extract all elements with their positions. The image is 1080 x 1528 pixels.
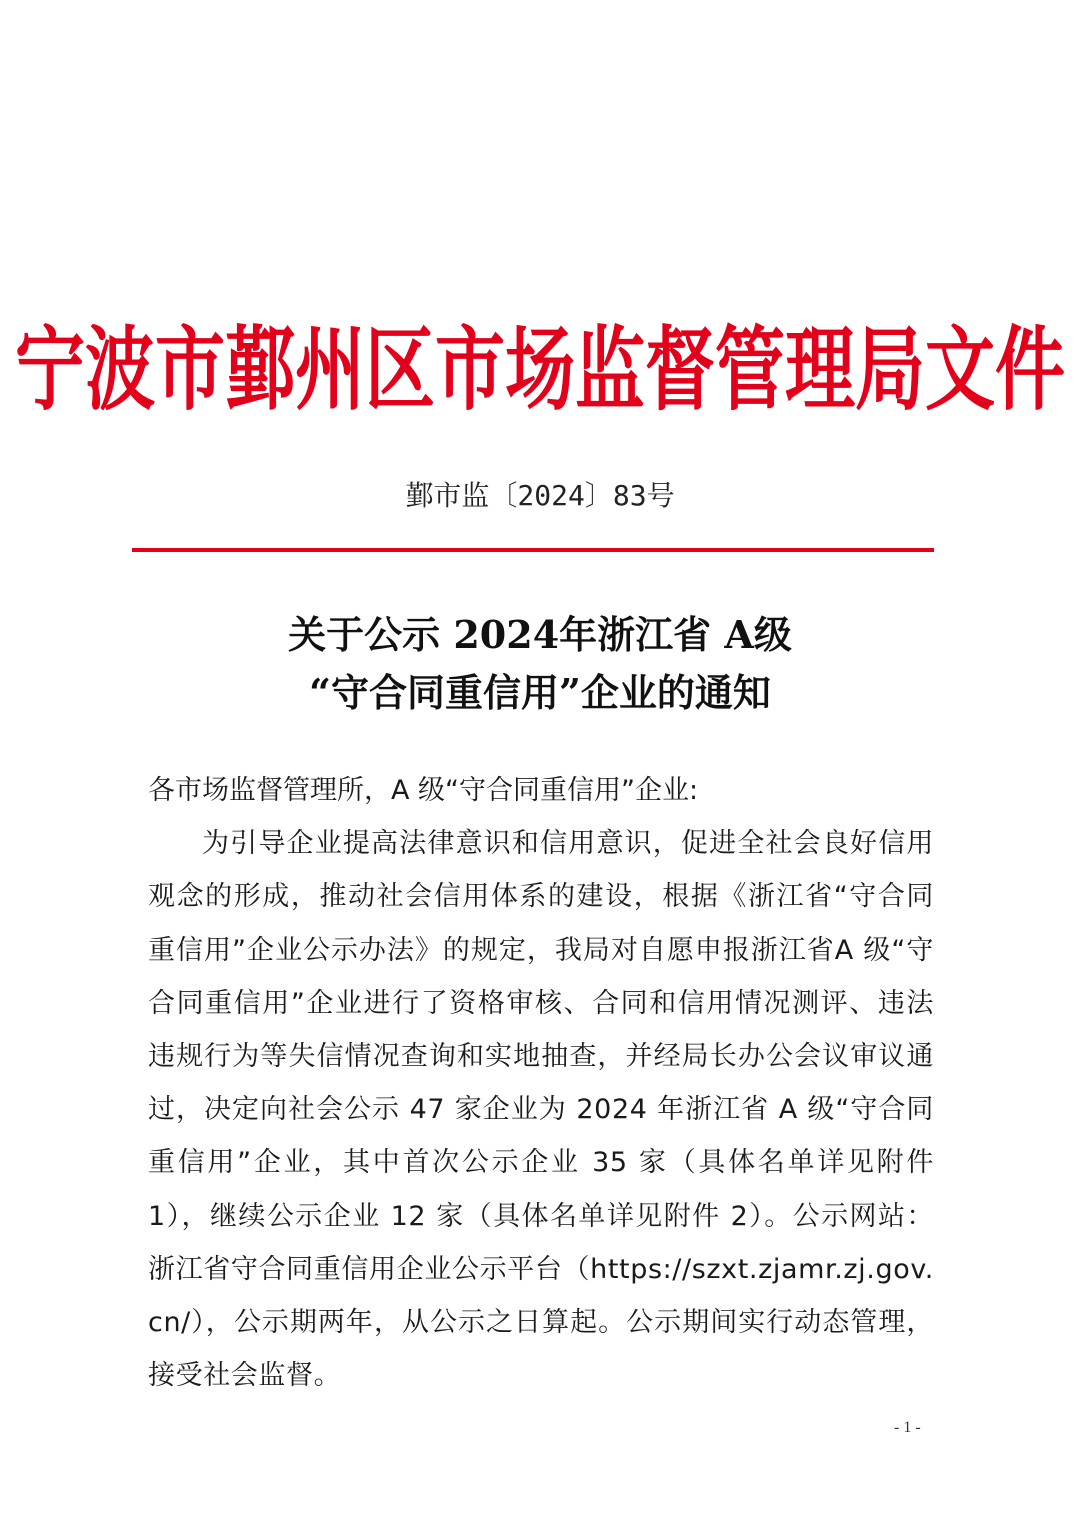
page-number: - 1 -: [894, 1419, 921, 1436]
document-title: [0, 606, 1080, 722]
body-paragraph: 为引导企业提高法律意识和信用意识，促进全社会良好信用观念的形成，推动社会信用体系的建设，根据《浙江省“守合同重信用”企业公示办法》的规定，我局对自愿申报浙江省A 级“守合同重信用”企业进行了资格审核、合同和信用情况测评、违法违规行为等失信情况查询和实地抽查，并经局长办公会议审议通过，决定向社会公示 47 家企业为 2024 年浙江省 A 级“守合同重信用”企业，其中首次公示企业 35 家（具体名单详见附件 1），继续公示企业 12 家（具体名单详见附件 2）。公示网站：浙江省守合同重信用企业公示平台（https://szxt.zjamr.zj.gov.cn/），公示期两年，从公示之日算起。公示期间实行动态管理，接受社会监督。: [148, 828, 934, 1392]
salutation: 各市场监督管理所，A 级“守合同重信用”企业:: [148, 775, 699, 806]
title-line-2: “守合同重信用”企业的通知: [309, 670, 771, 715]
agency-header-title: 宁波市鄞州区市场监督管理局文件: [15, 315, 1065, 424]
document-body: [148, 764, 934, 1402]
red-divider-line: [132, 548, 934, 552]
document-number: 鄞市监〔2024〕83号: [405, 479, 675, 512]
title-line-1: 关于公示 2024年浙江省 A级: [288, 612, 792, 657]
